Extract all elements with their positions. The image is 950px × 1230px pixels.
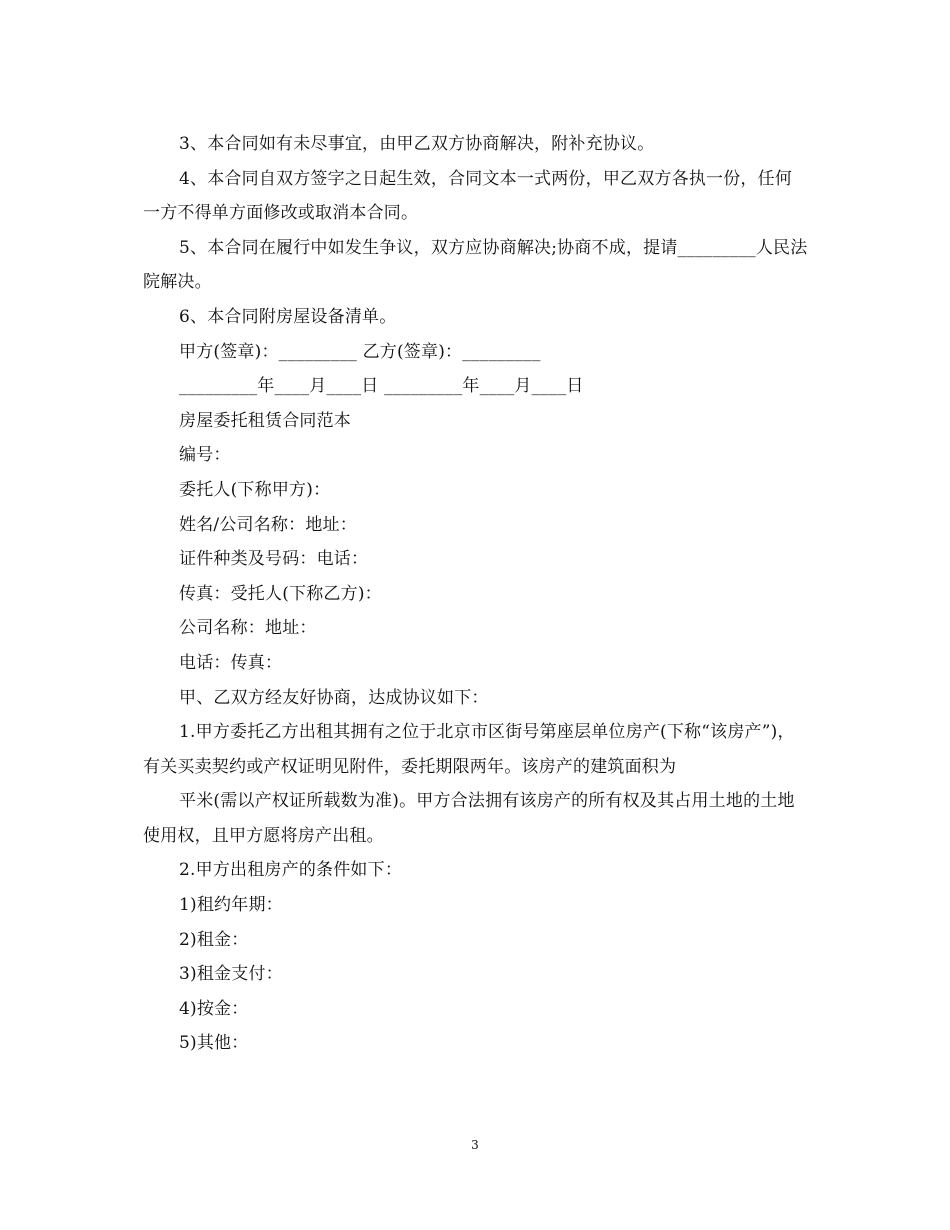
page-number: 3 [471,1138,479,1152]
paragraph: 3、本合同如有未尽事宜，由甲乙双方协商解决，附补充协议。 [179,134,655,154]
document-subtitle: 房屋委托租赁合同范本 [179,410,351,431]
list-item: 1)租约年期： [179,895,283,916]
paragraph: 委托人(下称甲方)： [179,479,331,500]
paragraph: 2.甲方出租房产的条件如下： [179,860,403,881]
paragraph: 证件种类及号码：电话： [179,549,369,570]
paragraph: 传真：受托人(下称乙方)： [179,583,382,604]
signature-line: 甲方(签章)：_________ 乙方(签章)：_________ [179,341,541,362]
paragraph: 公司名称：地址： [179,618,317,639]
date-line: _________年____月____日 _________年____月____日 [179,376,584,397]
document-body [143,127,808,1061]
list-item: 2)租金： [179,929,249,950]
list-item: 5)其他： [179,1033,249,1054]
paragraph: 平米(需以产权证所载数为准)。甲方合法拥有该房产的所有权及其占用土地的土地使用权，且甲方愿将房产出租。 [143,791,795,846]
paragraph: 5、本合同在履行中如发生争议，双方应协商解决;协商不成，提请_________人民法院解决。 [143,237,808,293]
paragraph: 电话：传真： [179,652,283,673]
paragraph: 编号： [179,445,231,466]
paragraph: 甲、乙双方经友好协商，达成协议如下： [179,687,489,708]
paragraph: 6、本合同附房屋设备清单。 [179,306,397,327]
list-item: 4)按金： [179,998,249,1019]
paragraph: 4、本合同自双方签字之日起生效，合同文本一式两份，甲乙双方各执一份，任何一方不得单方面修改或取消本合同。 [143,168,793,224]
list-item: 3)租金支付： [179,964,283,985]
paragraph: 姓名/公司名称：地址： [179,514,357,535]
paragraph: 1.甲方委托乙方出租其拥有之位于北京市区街号第座层单位房产(下称“该房产”)，有关买卖契约或产权证明见附件，委托期限两年。该房产的建筑面积为 [143,722,795,777]
